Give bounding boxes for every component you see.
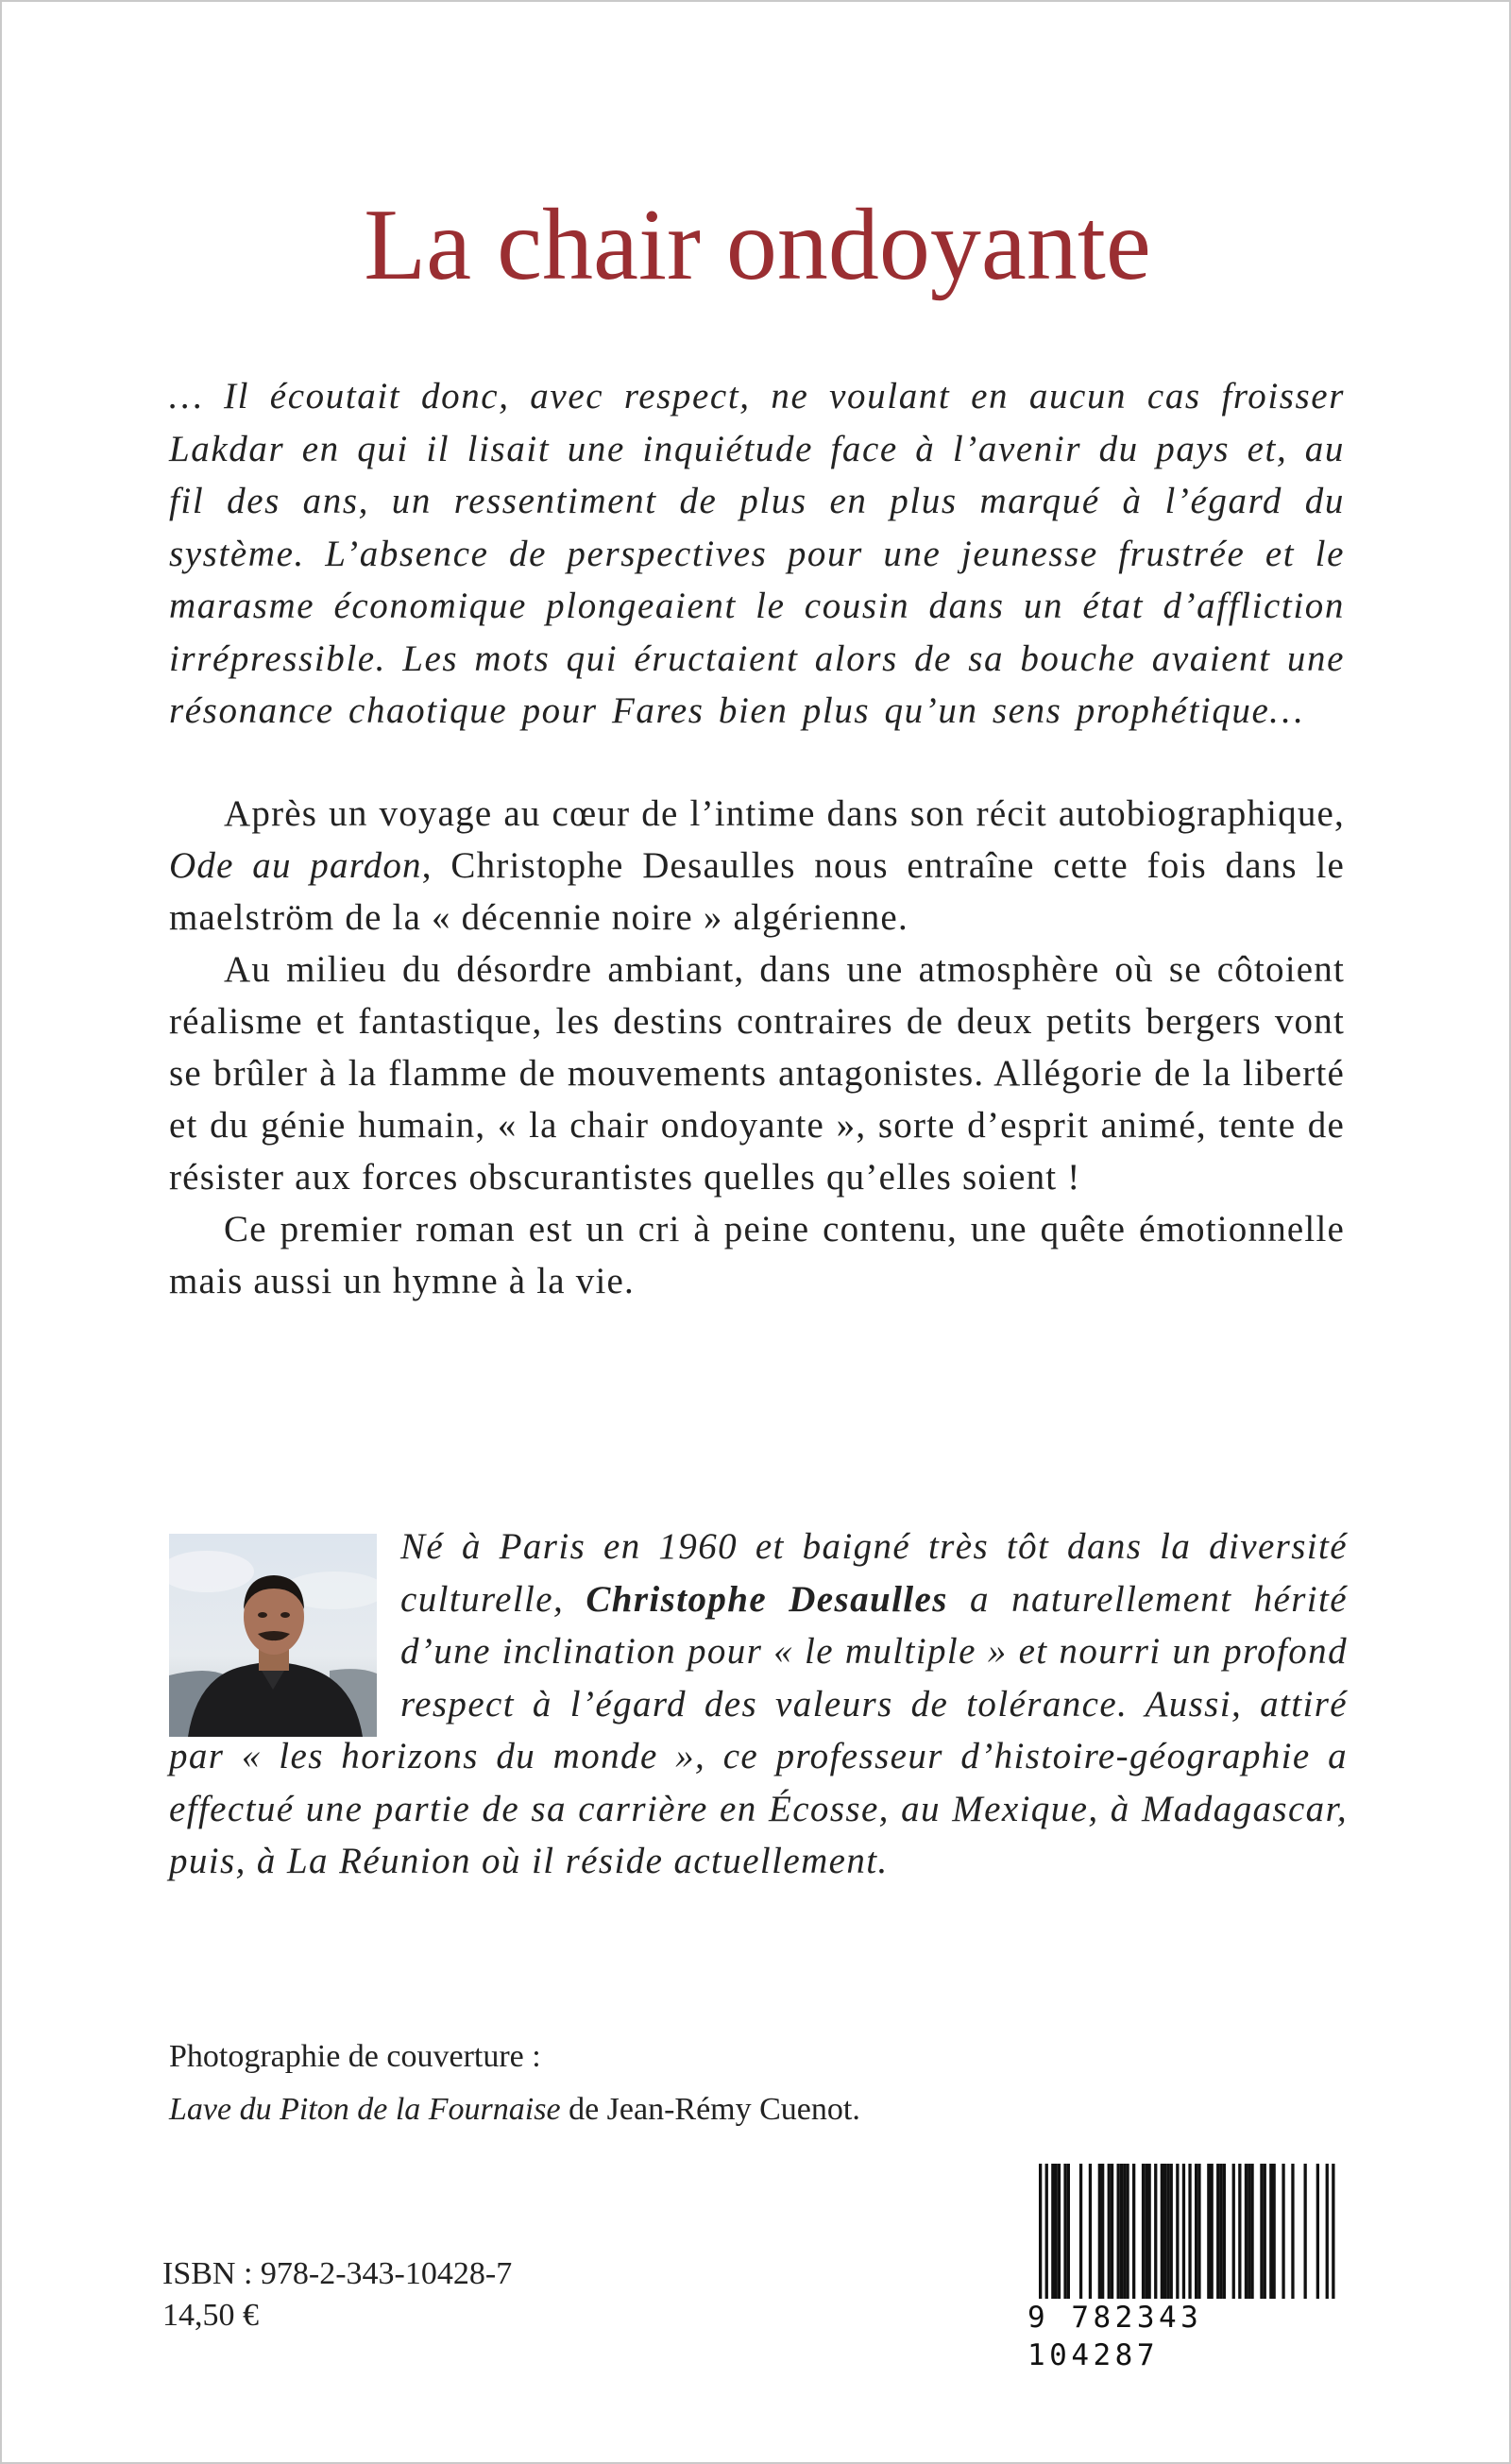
barcode-digits: 9 782343 104287: [1027, 2299, 1349, 2374]
barcode-bar: [1211, 2164, 1214, 2303]
barcode-bar: [1219, 2164, 1222, 2303]
excerpt-quote: … Il écoutait donc, avec respect, ne voulant en aucun cas froisser Lakdar en qui il lisait une inquiétude face à l’avenir du pays et, au fil des ans, un ressentiment de plus en plus marqué à l’égard du système. L’absence de perspectives pour une jeunesse frustrée et le marasme économique plongeaient le cousin dans un état d’affliction irrépressible. Les mots qui éructaient alors de sa bouche avaient une résonance chaotique pour Fares bien plus qu’un sens prophétique…: [169, 376, 1345, 731]
credit-label: Photographie de couverture :: [169, 2039, 541, 2074]
barcode-bar: [1117, 2164, 1120, 2303]
barcode-bar: [1108, 2164, 1111, 2303]
barcode-bar: [1145, 2164, 1147, 2303]
credit-line: [169, 2083, 1208, 2136]
barcode-bar: [1260, 2164, 1263, 2303]
barcode-bar: [1058, 2164, 1061, 2303]
barcode-bar: [1216, 2164, 1219, 2303]
book-description: [169, 788, 1345, 1307]
author-name: Christophe Desaulles: [586, 1578, 948, 1620]
barcode-bar: [1079, 2164, 1082, 2303]
barcode-bar: [1248, 2164, 1250, 2303]
barcode-bar: [1148, 2164, 1151, 2303]
barcode-bar: [1282, 2164, 1284, 2303]
barcode-bar: [1250, 2164, 1253, 2303]
barcode-bar: [1269, 2164, 1272, 2303]
barcode-bar: [1067, 2164, 1070, 2303]
barcode-bar: [1111, 2164, 1113, 2303]
book-title: La chair ondoyante: [364, 189, 1151, 301]
barcode-bar: [1089, 2164, 1092, 2303]
barcode-bar: [1264, 2164, 1266, 2303]
barcode-bar: [1161, 2164, 1163, 2303]
barcode-bar: [1051, 2164, 1054, 2303]
barcode-bar: [1166, 2164, 1169, 2303]
barcode-bar: [1245, 2164, 1248, 2303]
barcode-bar: [1195, 2164, 1197, 2303]
barcode-bar: [1123, 2164, 1126, 2303]
photo-wrap-space: [169, 1521, 400, 1728]
isbn-number: ISBN : 978-2-343-10428-7: [162, 2256, 513, 2291]
barcode-bar: [1142, 2164, 1145, 2303]
barcode-bar: [1101, 2164, 1104, 2303]
barcode-bar: [1163, 2164, 1166, 2303]
barcode-bar: [1207, 2164, 1210, 2303]
isbn-block: [162, 2253, 512, 2337]
barcode-bar: [1304, 2164, 1307, 2303]
previous-book-title: Ode au pardon: [169, 845, 422, 886]
barcode-bar: [1197, 2164, 1200, 2303]
barcode-bar: [1273, 2164, 1276, 2303]
barcode-bar: [1291, 2164, 1294, 2303]
barcode-bar: [1120, 2164, 1123, 2303]
barcode-bar: [1223, 2164, 1226, 2303]
barcode-bar: [1063, 2164, 1066, 2303]
barcode-bar: [1154, 2164, 1157, 2303]
barcode-bar: [1132, 2164, 1135, 2303]
price: 14,50 €: [162, 2298, 259, 2333]
barcode-bar: [1238, 2164, 1241, 2303]
barcode-bar: [1170, 2164, 1173, 2303]
author-biography: Né à Paris en 1960 et baigné très tôt dans la diversité culturelle, Christophe Desaulles a naturellement hérité d’une inclination pour « le multiple » et nourri un profond respect à l’égard des valeurs de tolérance. Aussi, attiré par « les horizons du monde », ce professeur d’histoire-géographie a effectué une partie de sa carrière en Écosse, au Mexique, à Madagascar, puis, à La Réunion où il réside actuellement.: [169, 1521, 1348, 1888]
barcode-bar: [1316, 2164, 1319, 2303]
barcode-bar: [1176, 2164, 1179, 2303]
description-paragraph-2: Au milieu du désordre ambiant, dans une atmosphère où se côtoient réalisme et fantastique, les destins contraires de deux petits bergers vont se brûler à la flamme de mouvements antagonistes. Allégorie de la liberté et du génie humain, « la chair ondoyante », sorte d’esprit animé, tente de résister aux forces obscurantistes quelles qu’elles soient !: [169, 949, 1345, 1198]
barcode-bar: [1232, 2164, 1235, 2303]
cover-photo-credit: [169, 2031, 1208, 2136]
barcode-bar: [1055, 2164, 1058, 2303]
credit-byline: de Jean-Rémy Cuenot.: [560, 2092, 860, 2127]
description-paragraph-3: Ce premier roman est un cri à peine contenu, une quête émotionnelle mais aussi un hymne à la vie.: [169, 1209, 1345, 1301]
credit-work-title: Lave du Piton de la Fournaise: [169, 2092, 561, 2127]
barcode-bar: [1098, 2164, 1101, 2303]
barcode-bar: [1126, 2164, 1129, 2303]
description-paragraph-1: Après un voyage au cœur de l’intime dans son récit autobiographique, Ode au pardon, Christophe Desaulles nous entraîne cette fois dans le maelström de la « décennie noire » algérienne.: [169, 793, 1346, 938]
